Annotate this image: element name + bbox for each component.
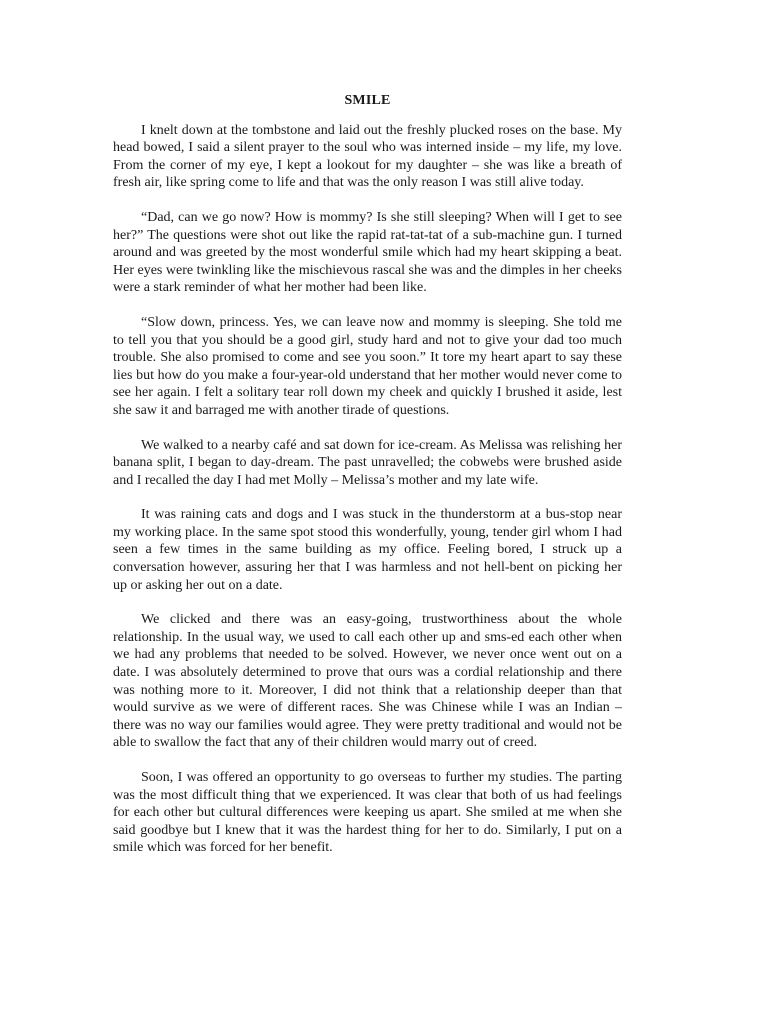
paragraph-2: “Dad, can we go now? How is mommy? Is she still sleeping? When will I get to see her?” The questions were shot out like the rapid rat-tat-tat of a sub-machine gun. I turned around and was greeted by the most wonderful smile which had my heart skipping a beat. Her eyes were twinkling like the mischievous rascal she was and the dimples in her cheeks were a stark reminder of what her mother had been like.: [113, 209, 622, 296]
document-title: SMILE: [344, 93, 391, 108]
paragraph-3: “Slow down, princess. Yes, we can leave now and mommy is sleeping. She told me to tell you that you should be a good girl, study hard and not to give your dad too much trouble. She also promised to come and see you soon.” It tore my heart apart to say these lies but how do you make a four-year-old understand that her mother would never come to see her again. I felt a solitary tear roll down my cheek and quickly I brushed it aside, lest she saw it and barraged me with another tirade of questions.: [113, 314, 622, 418]
paragraph-4: We walked to a nearby café and sat down for ice-cream. As Melissa was relishing her banana split, I began to day-dream. The past unravelled; the cobwebs were brushed aside and I recalled the day I had met Molly – Melissa’s mother and my late wife.: [113, 437, 622, 488]
paragraph-6: We clicked and there was an easy-going, trustworthiness about the whole relationship. In the usual way, we used to call each other up and sms-ed each other when we had any problems that needed to be solved. However, we never once went out on a date. I was absolutely determined to prove that ours was a cordial relationship and there was nothing more to it. Moreover, I did not think that a relationship deeper than that would survive as we were of different races. She was Chinese while I was an Indian – there was no way our families would agree. They were pretty traditional and would not be able to swallow the fact that any of their children would marry out of creed.: [113, 612, 622, 751]
document-page: [113, 92, 622, 874]
paragraph-5: It was raining cats and dogs and I was stuck in the thunderstorm at a bus-stop near my working place. In the same spot stood this wonderfully, young, tender girl whom I had seen a few times in the same building as my office. Feeling bored, I struck up a conversation however, assuring her that I was harmless and not hell-bent on picking her up or asking her out on a date.: [113, 507, 622, 593]
paragraph-1: I knelt down at the tombstone and laid out the freshly plucked roses on the base. My head bowed, I said a silent prayer to the soul who was interned inside – my life, my love. From the corner of my eye, I kept a lookout for my daughter – she was like a breath of fresh air, like spring come to life and that was the only reason I was still alive today.: [113, 122, 622, 191]
paragraph-7: Soon, I was offered an opportunity to go overseas to further my studies. The parting was the most difficult thing that we experienced. It was clear that both of us had feelings for each other but cultural differences were keeping us apart. She smiled at me when she said goodbye but I knew that it was the hardest thing for her to do. Similarly, I put on a smile which was forced for her benefit.: [113, 770, 622, 856]
